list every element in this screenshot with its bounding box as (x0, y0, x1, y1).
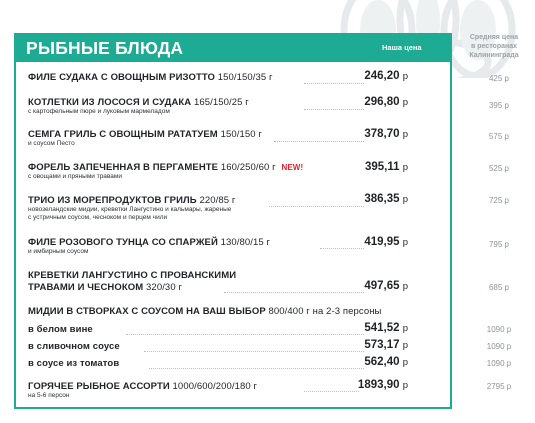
avg-price: 575 р (488, 132, 510, 141)
item-price: 395,11 (364, 161, 400, 173)
our-price-label: Наша цена (382, 43, 422, 52)
currency: р (402, 281, 408, 292)
menu-section-header (16, 35, 450, 62)
item-price: 562,40 (364, 356, 400, 368)
leader-dots (149, 368, 364, 369)
item-price: 419,95 (364, 236, 400, 248)
item-description: с овощами и пряными травами (28, 173, 123, 180)
item-price: 378,70 (364, 128, 400, 140)
item-weight: 150/150 г (220, 129, 262, 140)
item-description: и имбирным соусом (28, 248, 89, 255)
item-name: в соусе из томатов (28, 358, 120, 369)
item-name-line: ТРАВАМИ И ЧЕСНОКОМ (28, 282, 144, 293)
item-description-line: с устричным соусом, чесноком и перцем чили (28, 214, 168, 221)
item-name: МИДИИ В СТВОРКАХ С СОУСОМ НА ВАШ ВЫБОР (28, 306, 266, 317)
leader-dots (304, 109, 364, 110)
new-badge: NEW! (281, 163, 304, 172)
item-name-line: КРЕВЕТКИ ЛАНГУСТИНО С ПРОВАНСКИМИ (28, 270, 237, 281)
leader-dots (320, 248, 364, 249)
leader-dots (126, 334, 364, 335)
section-title: РЫБНЫЕ БЛЮДА (26, 38, 184, 58)
avg-price: 525 р (488, 164, 510, 173)
avg-price: 2795 р (486, 382, 512, 391)
currency: р (402, 194, 408, 205)
currency: р (402, 380, 408, 391)
item-price: 246,20 (364, 70, 400, 82)
item-weight: 320/30 г (146, 282, 183, 293)
avg-price-header-line: Калининграда (469, 52, 519, 59)
currency: р (402, 357, 408, 368)
item-name: ФИЛЕ РОЗОВОГО ТУНЦА СО СПАРЖЕЙ (28, 237, 218, 248)
avg-price-header-line: в ресторанах (470, 43, 517, 50)
currency: р (402, 71, 408, 82)
item-price: 497,65 (364, 280, 400, 292)
leader-dots (144, 351, 364, 352)
item-description (28, 206, 231, 222)
currency: р (402, 129, 408, 140)
item-description: на 5-6 персон (28, 392, 70, 399)
item-price: 573,17 (364, 339, 400, 351)
item-weight: 1000/600/200/180 г (172, 381, 258, 392)
avg-price: 1090 р (486, 359, 512, 368)
item-name: в белом вине (28, 324, 93, 335)
item-price: 386,35 (364, 193, 400, 205)
item-name: СЕМГА ГРИЛЬ С ОВОЩНЫМ РАТАТУЕМ (28, 129, 218, 140)
item-price: 541,52 (364, 322, 400, 334)
avg-price: 685 р (488, 283, 510, 292)
avg-price: 425 р (488, 74, 510, 83)
item-name: ГОРЯЧЕЕ РЫБНОЕ АССОРТИ (28, 381, 170, 392)
leader-dots (269, 206, 364, 207)
item-price: 296,80 (364, 96, 400, 108)
avg-price-header (458, 33, 530, 60)
item-name: КОТЛЕТКИ ИЗ ЛОСОСЯ И СУДАКА (28, 97, 192, 108)
item-name: в сливочном соусе (28, 341, 120, 352)
avg-price: 395 р (488, 101, 510, 110)
leader-dots (224, 292, 364, 293)
avg-price: 1090 р (486, 325, 512, 334)
item-weight: 800/400 г на 2-3 персоны (268, 306, 382, 317)
leader-dots (304, 83, 364, 84)
item-price: 1893,90 (357, 379, 400, 391)
currency: р (402, 97, 408, 108)
item-description: и соусом Песто (28, 140, 75, 147)
leader-dots (304, 391, 359, 392)
currency: р (402, 340, 408, 351)
currency: р (402, 162, 408, 173)
item-weight: 150/150/35 г (217, 72, 273, 83)
avg-price: 1090 р (486, 342, 512, 351)
item-weight: 130/80/15 г (220, 237, 271, 248)
currency: р (402, 323, 408, 334)
item-weight: 160/250/60 г (220, 162, 276, 173)
item-name: ТРИО ИЗ МОРЕПРОДУКТОВ ГРИЛЬ (28, 195, 197, 206)
item-name: ФИЛЕ СУДАКА С ОВОЩНЫМ РИЗОТТО (28, 72, 216, 83)
item-description: с картофельным пюре и луковым мармеладом (28, 108, 170, 115)
item-description-line: новозеландские мидии, креветки Лангустино и кальмары, жареные (28, 206, 232, 213)
item-name: ФОРЕЛЬ ЗАПЕЧЕННАЯ В ПЕРГАМЕНТЕ (28, 162, 219, 173)
avg-price: 725 р (488, 196, 510, 205)
leader-dots (274, 141, 364, 142)
avg-price-header-line: Средняя цена (469, 34, 519, 41)
currency: р (402, 237, 408, 248)
avg-price: 795 р (488, 240, 510, 249)
item-weight: 220/85 г (199, 195, 236, 206)
item-weight: 165/150/25 г (194, 97, 249, 108)
